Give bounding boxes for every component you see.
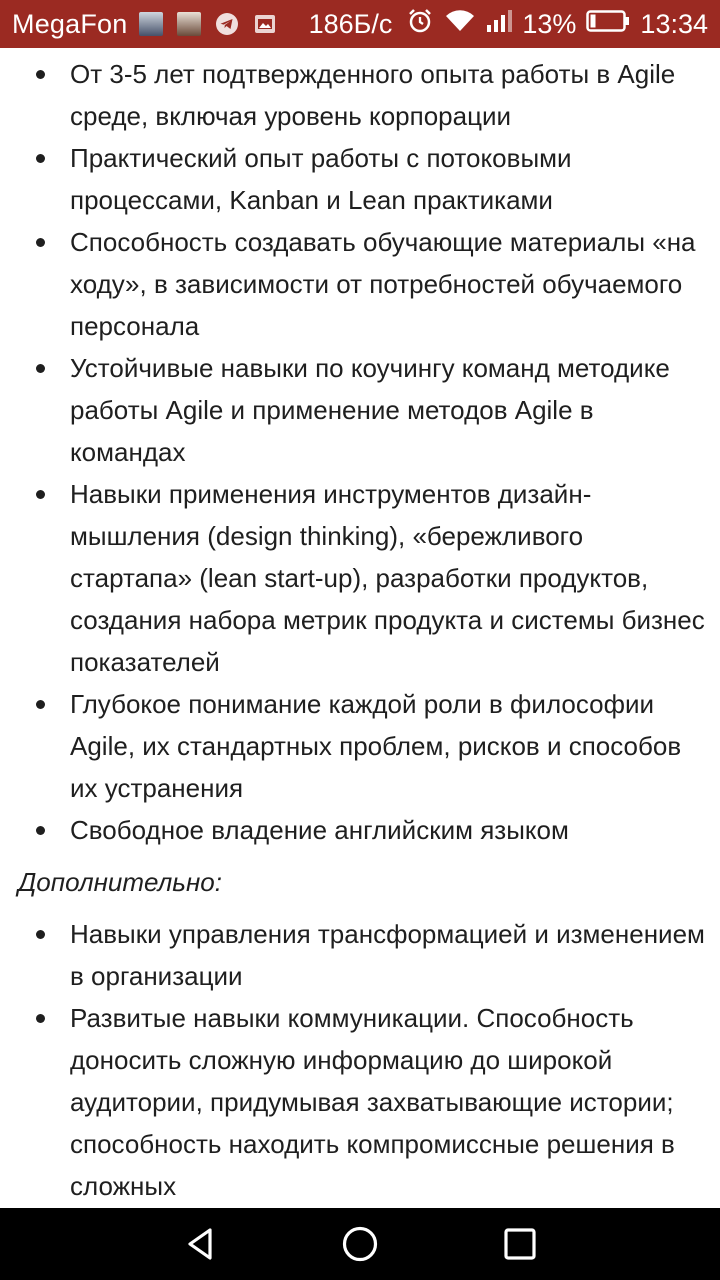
clock: 13:34 xyxy=(640,8,708,39)
battery-percent: 13% xyxy=(522,8,577,39)
bullet xyxy=(36,930,45,939)
list-item xyxy=(0,221,720,347)
back-button[interactable] xyxy=(164,1208,236,1280)
home-icon xyxy=(340,1224,380,1264)
list-item xyxy=(0,997,720,1207)
bullet xyxy=(36,490,45,499)
back-icon xyxy=(180,1224,220,1264)
section-heading-additional: Дополнительно: xyxy=(18,867,222,897)
status-bar xyxy=(0,0,720,48)
bullet xyxy=(36,700,45,709)
list-item-text: Способность создавать обучающие материалы «на ходу», в зависимости от потребностей обучаемого персонала xyxy=(70,227,696,341)
list-item xyxy=(0,809,720,851)
list-item xyxy=(0,347,720,473)
list-item-text: Практический опыт работы с потоковыми процессами, Kanban и Lean практиками xyxy=(70,143,572,215)
recents-icon xyxy=(500,1224,540,1264)
telegram-icon xyxy=(215,12,239,36)
list-item-text: От 3-5 лет подтвержденного опыта работы в Agile среде, включая уровень корпорации xyxy=(70,59,676,131)
list-item xyxy=(0,683,720,809)
navigation-bar xyxy=(0,1208,720,1280)
bullet xyxy=(36,70,45,79)
bullet xyxy=(36,238,45,247)
avatar-2-icon xyxy=(177,12,201,36)
list-item-text: Навыки управления трансформацией и изменением в организации xyxy=(70,919,705,991)
bullet xyxy=(36,364,45,373)
recents-button[interactable] xyxy=(484,1208,556,1280)
bullet xyxy=(36,1014,45,1023)
article-content[interactable] xyxy=(0,48,720,1208)
list-item-text: Развитые навыки коммуникации. Способность доносить сложную информацию до широкой аудитории, придумывая захватывающие истории; способность находить компромиссные решения в сложных xyxy=(70,1003,675,1201)
bullet xyxy=(36,154,45,163)
list-item xyxy=(0,53,720,137)
list-item xyxy=(0,913,720,997)
list-item-text: Свободное владение английским языком xyxy=(70,815,569,845)
list-item xyxy=(0,473,720,683)
avatar-1-icon xyxy=(139,12,163,36)
home-button[interactable] xyxy=(324,1208,396,1280)
wifi-icon xyxy=(444,7,476,42)
list-item-text: Навыки применения инструментов дизайн-мышления (design thinking), «бережливого стартапа» (lean start-up), разработки продуктов, создания набора метрик продукта и системы бизнес показателей xyxy=(70,479,705,677)
network-speed: 186Б/с xyxy=(308,8,393,39)
battery-icon xyxy=(586,9,630,40)
list-item xyxy=(0,137,720,221)
signal-icon xyxy=(486,7,512,42)
gallery-icon xyxy=(253,12,277,36)
list-item-text: Глубокое понимание каждой роли в философии Agile, их стандартных проблем, рисков и способов их устранения xyxy=(70,689,682,803)
additional-list xyxy=(0,913,720,1207)
requirements-list xyxy=(0,48,720,851)
alarm-icon xyxy=(406,7,434,42)
list-item-text: Устойчивые навыки по коучингу команд методике работы Agile и применение методов Agile в командах xyxy=(70,353,670,467)
bullet xyxy=(36,826,45,835)
carrier-name: MegaFon xyxy=(12,8,128,39)
